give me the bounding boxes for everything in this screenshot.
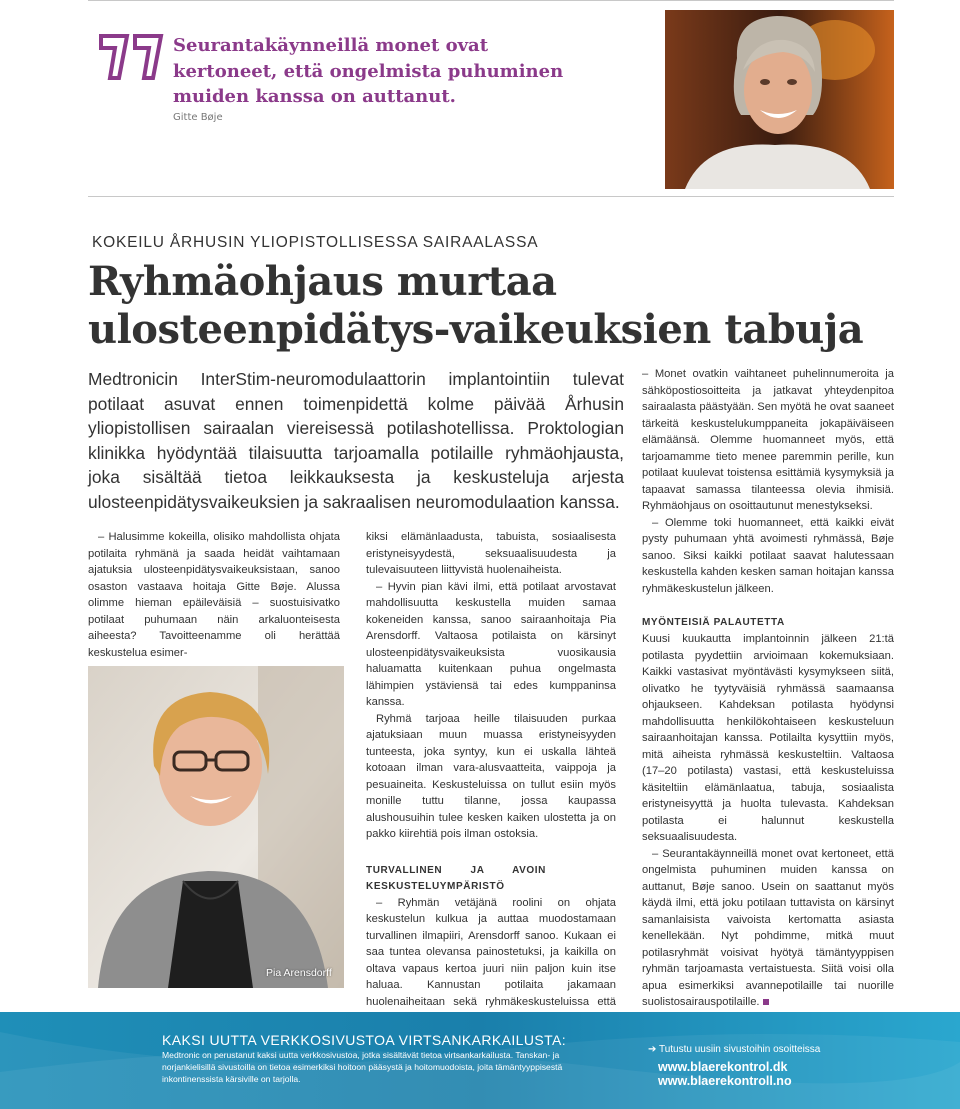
portrait-pia-arensdorff — [88, 666, 344, 988]
lead-paragraph: Medtronicin InterStim-neuromodulaattorin implantointiin tulevat potilaat asuvat ennen toimenpidettä kolme päivää Århusin yliopistollisen sairaalan viereisessä potilashotellissa. Proktologian klinikka hyödyntää tilaisuutta tarjoamalla potilaille ryhmäohjausta, joka sisältää tietoa leikkauksesta ja keskusteluja arjesta ulosteenpidätysvaikeuksien ja sakraalisen neuromodulaation kanssa. — [88, 369, 624, 512]
col2-paragraph-3: Ryhmä tarjoaa heille tilaisuuden purkaa ajatuksiaan muun muassa eristyneisyyden tunteesta, joka syntyy, kun ei uskalla lähteä kotoaan ilman vara-alusvaatteita, vaippoja ja pesuaineita. Keskusteluissa on tullut esiin myös monille tuttu tilanne, jossa kaupassa alushousuihin tulee kesken kaiken ulostetta ja on pakko kiirehtiä pois ilman ostoksia. — [366, 712, 616, 840]
col3-paragraph-4 — [642, 846, 894, 1011]
col3-paragraph-3: Kuusi kuukautta implantoinnin jälkeen 21:tä potilasta pyydettiin arvioimaan kokemuksiaan. Kaikki vastasivat myöntävästi kysymykseen siitä, olivatko he tyytyväisiä ryhmässä saamaansa ohjaukseen. Kahdeksan potilasta hyödynsi mahdollisuutta henkilökohtaiseen keskusteluun sairaanhoitajan kanssa. Potilailta kysyttiin myös, mitä aiheista ryhmässä keskusteltiin. Valtaosa (17–20 potilasta) vastasi, että keskusteluissa käsiteltiin elämänlaatua, tabuja, sosiaalista eristyneisyyttä ja huolta tulevasta. Kahdeksan potilasta ei halunnut keskustella seksuaalisuudesta. — [642, 633, 894, 843]
photo-caption: Pia Arensdorff — [266, 967, 332, 979]
col3-paragraph-1: – Monet ovatkin vaihtaneet puhelinnumeroita ja sähköpostiosoitteita ja jatkavat yhteydenpitoa sairaalasta päästyään. Sen myötä he ovat saaneet tärkeitä keskustelukumppaneita jokapäiväiseen elämäänsä. Olemme huomanneet myös, että tarjoamamme tieto menee paremmin perille, kun potilaat kuulevat toistensa esittämiä kysymyksiä ja tapaavat samassa tilanteessa olevia ihmisiä. Ryhmäohjaus on osoittautunut menestykseksi. — [642, 368, 894, 512]
quote-mark-icon — [97, 32, 167, 82]
col3-subhead: MYÖNTEISIÄ PALAUTETTA — [642, 617, 785, 628]
section-rule — [88, 196, 894, 197]
banner-title: KAKSI UUTTA VERKKOSIVUSTOA VIRTSANKARKAILUSTA: — [162, 1032, 567, 1048]
top-rule — [88, 0, 894, 1]
banner-text: Medtronic on perustanut kaksi uutta verkkosivustoa, jotka sisältävät tietoa virtsankarkailusta. Tanskan- ja norjankielisillä sivustoilla on tietoa esimerkiksi hoitoon pääsystä ja hoitomuodoista, joita tämäntyyppisestä inkontinenssista kärsiville on tarjolla. — [162, 1050, 563, 1084]
col2-paragraph-2: – Hyvin pian kävi ilmi, että potilaat arvostavat mahdollisuutta keskustella muiden samaa kokeneiden kanssa, sanoo sairaanhoitaja Pia Arensdorff. Valtaosa potilaista on kärsinyt ulosteenpidätysvaikeuksista vuosikausia haluamatta kuitenkaan puhua ongelmasta lähimpien ystäviensä tai edes kumppaninsa kanssa. — [366, 580, 616, 708]
url-no-link[interactable]: www.blaerekontroll.no — [658, 1074, 792, 1088]
arrow-right-icon: ➔ — [648, 1044, 659, 1055]
banner-link-label-text: Tutustu uusiin sivustoihin osoitteissa — [658, 1044, 821, 1055]
col3-paragraph-4-text: – Seurantakäynneillä monet ovat kertoneet, että ongelmista puhuminen muiden kanssa on auttanut, Bøje sanoo. Usein on saattanut myös käydä ilmi, että joku potilaan tuttavista on kärsinyt samanlaisista vaivoista kertomatta asiasta kenellekään. Nyt pohdimme, mitkä muut potilasryhmät voisivat hyötyä tämäntyyppisen ryhmän tarjoamasta vertaistuesta. Siitä voisi olla apua esimerkiksi avannepotilaille tai nuorille suolistosairauspotilaille. — [642, 847, 894, 1008]
portrait-gitte-boje — [665, 10, 894, 189]
kicker: KOKEILU ÅRHUSIN YLIOPISTOLLISESSA SAIRAALASSA — [92, 234, 539, 251]
pull-quote: Seurantakäynneillä monet ovat kertoneet, että ongelmista puhuminen muiden kanssa on auttanut. — [173, 35, 564, 107]
url-dk-link[interactable]: www.blaerekontrol.dk — [658, 1060, 788, 1074]
column-2 — [366, 529, 616, 1027]
col2-paragraph-4: – Ryhmän vetäjänä roolini on ohjata keskustelun kulkua ja auttaa muodostamaan turvallinen ilmapiiri, Arensdorff sanoo. Kukaan ei saa tuntea olevansa painostetuksi, ja kaikilla on oltava vapaus kertoa juuri niin paljon kuin itse haluaa. Kannustan potilaita jakamaan huolenaiheitaan sekä ryhmäkeskusteluissa että — [366, 896, 616, 1008]
col2-subhead: TURVALLINEN JA AVOIN KESKUSTELUYMPÄRISTÖ — [366, 864, 546, 892]
banner-link-label — [648, 1044, 820, 1055]
column-1 — [88, 529, 340, 661]
col2-paragraph-1: kiksi elämänlaadusta, tabuista, sosiaalisesta eristyneisyydestä, seksuaalisuudesta ja tulevaisuuteen liittyvistä huolenaiheista. — [366, 531, 616, 576]
end-mark-icon — [763, 999, 769, 1005]
col3-paragraph-2: – Olemme toki huomanneet, että kaikki eivät pysty puhumaan yhtä avoimesti ryhmässä, Bøje sanoo. Siksi kaikki potilaat saavat halutessaan keskustella kahden kesken saman hoitajan kanssa ryhmäkeskustelun jälkeen. — [642, 516, 894, 595]
headline: Ryhmäohjaus murtaa ulosteenpidätys-vaikeuksien tabuja — [88, 258, 864, 353]
column-3 — [642, 366, 894, 1011]
website-banner — [0, 1012, 960, 1109]
pull-quote-attribution: Gitte Bøje — [173, 112, 223, 123]
col1-paragraph-1: – Halusimme kokeilla, olisiko mahdollista ohjata potilaita ryhmänä ja saada heidät vaihtamaan ajatuksia ulosteenpidätysvaikeuksistaan, sanoo osaston vastaava hoitaja Gitte Bøje. Alussa olimme hieman epäileväisiä – suostuisivatko potilaat puhumaan näin arkaluonteisesta aiheesta? Tavoitteenamme oli herättää keskustelua esimer- — [88, 531, 340, 659]
